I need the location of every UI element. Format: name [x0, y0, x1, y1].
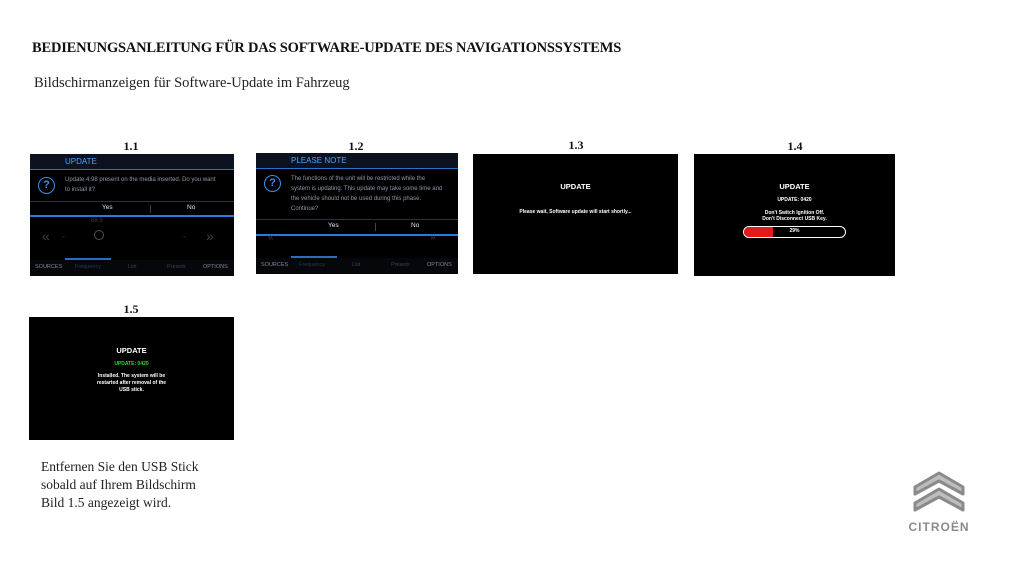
- arrow-left-icon: ←: [61, 233, 68, 240]
- update-version: UPDATE: 0420: [114, 361, 149, 367]
- question-icon: ?: [264, 175, 281, 192]
- screen-number: 1.2: [348, 139, 364, 153]
- dialog-buttons: [256, 219, 458, 233]
- installed-message-2: restarted after removal of the: [96, 380, 167, 386]
- update-heading: UPDATE: [779, 182, 810, 191]
- double-chevron-logo-icon: [893, 467, 985, 517]
- yes-button[interactable]: Yes: [328, 222, 339, 229]
- usb-removal-note: [41, 458, 241, 512]
- dialog-header: [256, 153, 458, 169]
- screen-update-progress: [694, 154, 895, 276]
- seek-forward-icon: »: [430, 232, 436, 243]
- seek-forward-icon: »: [206, 228, 214, 244]
- note-line: Bild 1.5 angezeigt wird.: [41, 495, 172, 510]
- screen-number: 1.5: [123, 302, 139, 316]
- citroen-logo: [893, 467, 985, 537]
- no-button[interactable]: No: [411, 222, 420, 229]
- tab-frequency[interactable]: Frequency: [299, 262, 325, 268]
- update-warning-1: Don't Switch Ignition Off.: [764, 210, 825, 216]
- note-line: Entfernen Sie den USB Stick: [41, 459, 199, 474]
- screen-update-prompt: [30, 154, 234, 276]
- installed-message-3: USB stick.: [119, 387, 144, 393]
- screen-number: 1.4: [787, 139, 803, 153]
- brand-name: CITROËN: [908, 520, 970, 534]
- button-divider: [375, 223, 376, 231]
- question-icon: ?: [38, 177, 55, 194]
- tab-options[interactable]: OPTIONS: [203, 264, 228, 270]
- installed-message-1: Installed. The system will be: [97, 373, 166, 379]
- highlight-line: [256, 234, 458, 236]
- screen-number: 1.1: [123, 139, 139, 153]
- tab-sources[interactable]: SOURCES: [35, 264, 63, 270]
- bottom-tab-bar: [256, 258, 458, 274]
- dialog-text-line: system is updating. This update may take some time and: [291, 186, 443, 192]
- update-heading: UPDATE: [116, 346, 147, 355]
- tab-options[interactable]: OPTIONS: [427, 262, 452, 268]
- tab-frequency[interactable]: Frequency: [75, 264, 101, 270]
- faded-frequency: 88.9: [91, 218, 103, 224]
- dialog-text-line: The functions of the unit will be restricted while the: [291, 176, 426, 182]
- document-subtitle: Bildschirmanzeigen für Software-Update im Fahrzeug: [34, 75, 350, 91]
- no-button[interactable]: No: [187, 204, 196, 211]
- highlight-line: [30, 215, 234, 217]
- tab-presets[interactable]: Presets: [167, 264, 186, 270]
- document-title: BEDIENUNGSANLEITUNG FÜR DAS SOFTWARE-UPDATE DES NAVIGATIONSSYSTEMS: [32, 40, 622, 56]
- bottom-tab-bar: [30, 260, 234, 276]
- tab-sources[interactable]: SOURCES: [261, 262, 289, 268]
- button-divider: [150, 205, 151, 213]
- update-message: Please wait, Software update will start shortly...: [519, 209, 632, 215]
- dialog-heading: UPDATE: [65, 157, 97, 166]
- dialog-text-line: the vehicle should not be used during this phase.: [291, 196, 422, 202]
- tab-list[interactable]: List: [352, 262, 361, 268]
- dialog-text-line: Continue?: [291, 206, 319, 212]
- seek-back-icon: «: [268, 232, 274, 243]
- note-line: sobald auf Ihrem Bildschirm: [41, 477, 196, 492]
- arrow-right-icon: →: [180, 233, 187, 240]
- tune-dial-icon: [94, 230, 104, 240]
- dialog-text: [291, 174, 442, 214]
- screen-update-starting: [473, 154, 678, 274]
- yes-button[interactable]: Yes: [102, 204, 113, 211]
- dialog-buttons: [30, 201, 234, 215]
- progress-label: 29%: [789, 228, 800, 234]
- tab-presets[interactable]: Presets: [391, 262, 410, 268]
- tab-list[interactable]: List: [128, 264, 137, 270]
- screen-number: 1.3: [568, 138, 584, 152]
- update-heading: UPDATE: [560, 182, 591, 191]
- dialog-text-line: Update 4.98 present on the media inserted. Do you want: [65, 177, 216, 183]
- dialog-text-line: to install it?: [65, 187, 96, 193]
- dialog-heading: PLEASE NOTE: [291, 156, 347, 165]
- dialog-text: [65, 175, 215, 195]
- update-version: UPDATE: 0420: [777, 197, 812, 203]
- update-warning-2: Don't Disconnect USB Key.: [762, 216, 827, 222]
- screen-update-installed: [29, 317, 234, 440]
- dialog-header: [30, 154, 234, 170]
- seek-back-icon: «: [42, 228, 50, 244]
- screen-please-note: [256, 153, 458, 274]
- progress-bar: [743, 226, 846, 238]
